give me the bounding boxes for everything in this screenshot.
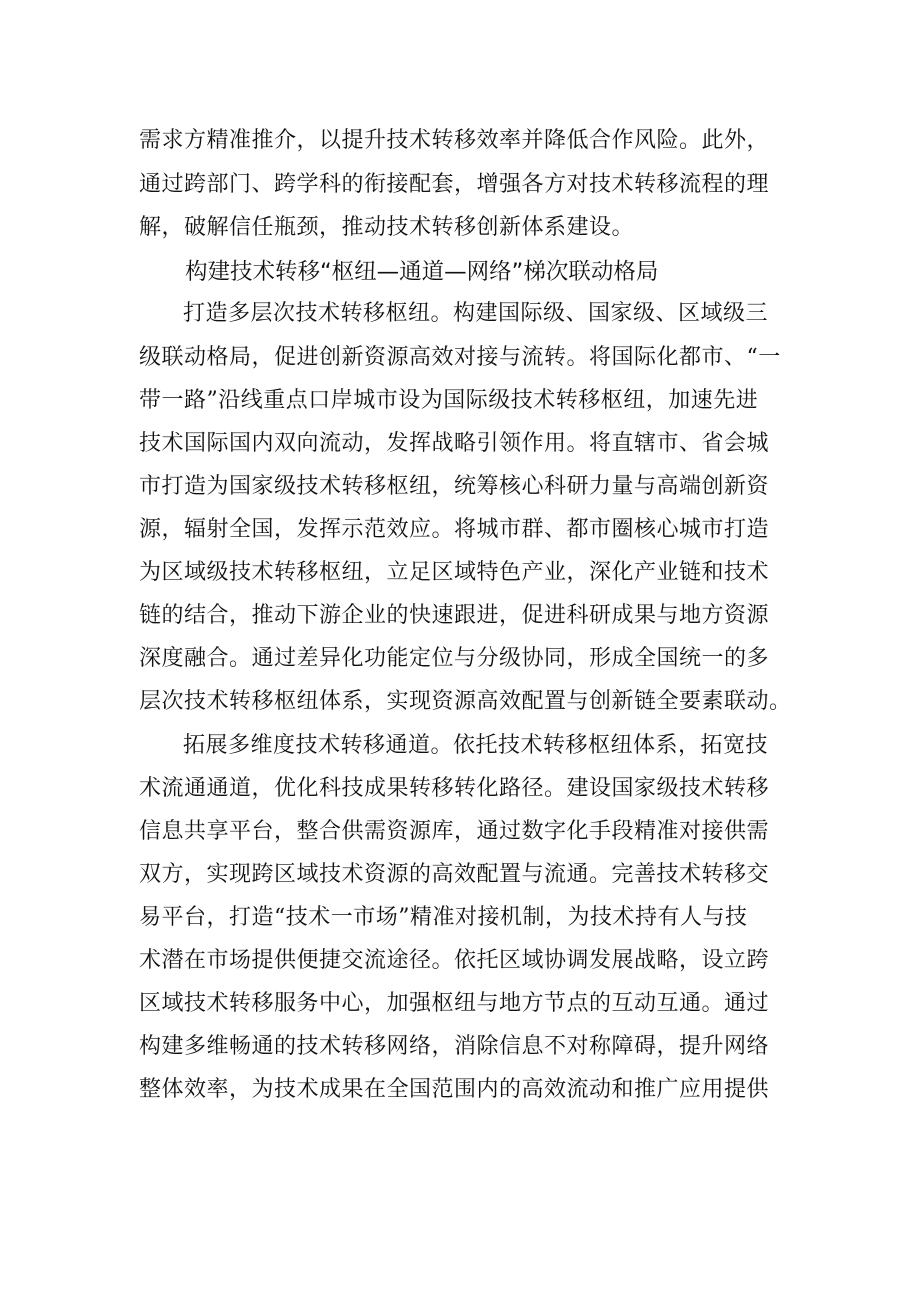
intro-line: 解，破解信任瓶颈，推动技术转移创新体系建设。 — [139, 215, 635, 240]
paragraph-line: 区域技术转移服务中心，加强枢纽与地方节点的互动互通。通过 — [139, 991, 770, 1016]
paragraph-line: 易平台，打造“技术一市场”精准对接机制，为技术持有人与技 — [139, 905, 748, 930]
paragraph-line: 术流通通道，优化科技成果转移转化路径。建设国家级技术转移 — [139, 776, 770, 801]
paragraph-line: 构建多维畅通的技术转移网络，消除信息不对称障碍，提升网络 — [139, 1034, 770, 1059]
paragraph-line: 技术国际国内双向流动，发挥战略引领作用。将直辖市、省会城 — [139, 431, 770, 456]
paragraph-line: 术潜在市场提供便捷交流途径。依托区域协调发展战略，设立跨 — [139, 948, 770, 973]
paragraph-line: 链的结合，推动下游企业的快速跟进，促进科研成果与地方资源 — [139, 603, 770, 628]
paragraph-line: 级联动格局，促进创新资源高效对接与流转。将国际化都市、“一 — [139, 345, 781, 370]
paragraph-line: 整体效率，为技术成果在全国范围内的高效流动和推广应用提供 — [139, 1077, 770, 1102]
paragraph-line: 源，辐射全国，发挥示范效应。将城市群、都市圈核心城市打造 — [139, 517, 770, 542]
paragraph-line: 为区域级技术转移枢纽，立足区域特色产业，深化产业链和技术 — [139, 560, 770, 585]
section-heading: 构建技术转移“枢纽—通道—网络”梯次联动格局 — [185, 259, 659, 285]
paragraph-line: 双方，实现跨区域技术资源的高效配置与流通。完善技术转移交 — [139, 862, 770, 887]
intro-line: 通过跨部门、跨学科的衔接配套，增强各方对技术转移流程的理 — [139, 172, 770, 197]
paragraph-line: 信息共享平台，整合供需资源库，通过数字化手段精准对接供需 — [139, 819, 770, 844]
paragraph-line: 拓展多维度技术转移通道。依托技术转移枢纽体系，拓宽技 — [183, 733, 769, 758]
paragraph-line: 层次技术转移枢纽体系，实现资源高效配置与创新链全要素联动。 — [139, 689, 792, 714]
paragraph-line: 深度融合。通过差异化功能定位与分级协同，形成全国统一的多 — [139, 646, 770, 671]
paragraph-line: 市打造为国家级技术转移枢纽，统筹核心科研力量与高端创新资 — [139, 474, 770, 499]
paragraph-line: 带一路”沿线重点口岸城市设为国际级技术转移枢纽，加速先进 — [139, 388, 759, 413]
paragraph-line: 打造多层次技术转移枢纽。构建国际级、国家级、区域级三 — [183, 301, 769, 326]
intro-line: 需求方精准推介，以提升技术转移效率并降低合作风险。此外， — [139, 128, 770, 153]
